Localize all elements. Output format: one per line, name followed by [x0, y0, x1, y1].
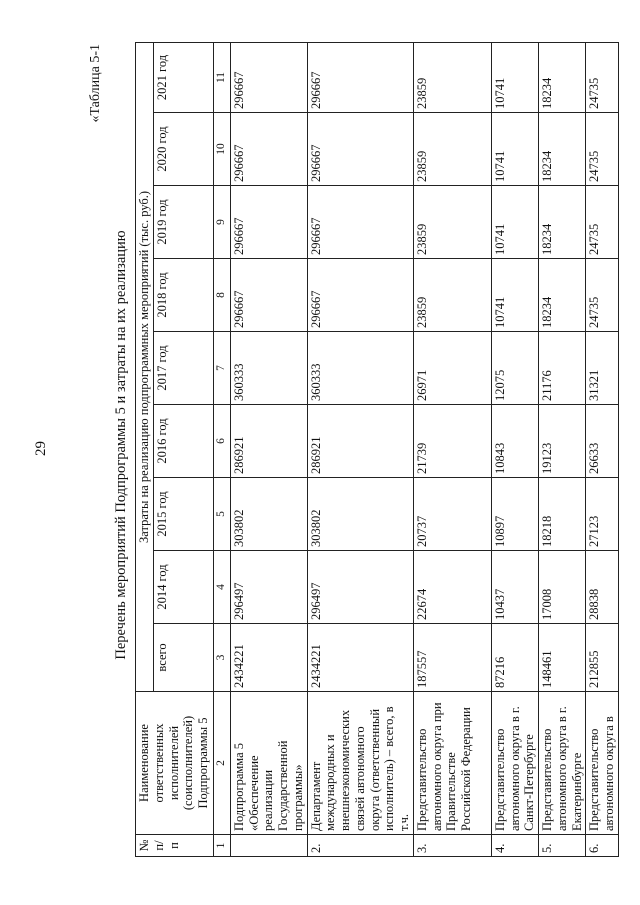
cell-year-value: 296667 [307, 259, 413, 332]
row-name: Представительство автономного округа в г. Санкт-Петербурге [491, 692, 538, 835]
column-number: 11 [213, 42, 230, 112]
row-number: 3. [413, 835, 491, 857]
row-number: 2. [307, 835, 413, 857]
row-number: 6. [586, 835, 619, 857]
cell-total: 187557 [413, 624, 491, 692]
cell-year-value: 27123 [586, 478, 619, 551]
cell-year-value: 18218 [539, 478, 586, 551]
cell-year-value: 10437 [491, 551, 538, 624]
cell-year-value: 10741 [491, 186, 538, 259]
column-numbers-row [213, 42, 230, 856]
cell-total: 2434221 [307, 624, 413, 692]
header-year: 2014 год [153, 551, 213, 624]
cell-year-value: 24735 [586, 259, 619, 332]
column-number: 6 [213, 405, 230, 478]
table-row [307, 42, 413, 856]
cell-year-value: 360333 [230, 332, 307, 405]
header-year: 2020 год [153, 113, 213, 186]
header-number: № п/п [136, 835, 214, 857]
cell-year-value: 296667 [230, 113, 307, 186]
cell-year-value: 24735 [586, 42, 619, 112]
cell-year-value: 24735 [586, 186, 619, 259]
table-row [491, 42, 538, 856]
header-costs: Затраты на реализацию подпрограммных мероприятий (тыс. руб.) [136, 42, 154, 691]
header-year: 2018 год [153, 259, 213, 332]
cell-year-value: 23859 [413, 42, 491, 112]
cell-total: 87216 [491, 624, 538, 692]
cell-year-value: 21739 [413, 405, 491, 478]
cell-year-value: 23859 [413, 113, 491, 186]
cell-year-value: 23859 [413, 259, 491, 332]
header-year: 2015 год [153, 478, 213, 551]
costs-table [135, 42, 619, 857]
table-row [539, 42, 586, 856]
column-number: 10 [213, 113, 230, 186]
cell-year-value: 360333 [307, 332, 413, 405]
cell-year-value: 296667 [230, 42, 307, 112]
cell-year-value: 31321 [586, 332, 619, 405]
cell-year-value: 10741 [491, 259, 538, 332]
table-label: «Таблица 5-1 [88, 44, 103, 123]
column-number: 5 [213, 478, 230, 551]
row-name: Представительство автономного округа в [586, 692, 619, 835]
cell-year-value: 10843 [491, 405, 538, 478]
header-total: всего [153, 624, 213, 692]
row-number: 4. [491, 835, 538, 857]
cell-year-value: 17008 [539, 551, 586, 624]
cell-year-value: 303802 [307, 478, 413, 551]
row-name: Представительство автономного округа в г. Екатеринбурге [539, 692, 586, 835]
column-number: 8 [213, 259, 230, 332]
cell-year-value: 303802 [230, 478, 307, 551]
header-year: 2021 год [153, 42, 213, 112]
cell-year-value: 18234 [539, 259, 586, 332]
cell-year-value: 10741 [491, 113, 538, 186]
cell-year-value: 10741 [491, 42, 538, 112]
table-row [413, 42, 491, 856]
page-number: 29 [33, 441, 49, 456]
document-title: Перечень мероприятий Подпрограммы 5 и затраты на их реализацию [113, 230, 129, 660]
cell-total: 2434221 [230, 624, 307, 692]
row-number [230, 835, 307, 857]
column-number: 2 [213, 692, 230, 835]
cell-year-value: 26633 [586, 405, 619, 478]
cell-year-value: 296667 [307, 113, 413, 186]
table-row [586, 42, 619, 856]
cell-year-value: 18234 [539, 186, 586, 259]
cell-year-value: 296497 [230, 551, 307, 624]
cell-year-value: 296497 [307, 551, 413, 624]
cell-year-value: 296667 [230, 186, 307, 259]
row-name: Подпрограмма 5 «Обеспечение реализации Государственной программы» [230, 692, 307, 835]
cell-year-value: 18234 [539, 113, 586, 186]
header-name: Наименование ответственных исполнителей (соисполнителей) Подпрограммы 5 [136, 692, 214, 835]
cell-year-value: 22674 [413, 551, 491, 624]
row-name: Представительство автономного округа при Правительстве Российской Федерации [413, 692, 491, 835]
cell-total: 148461 [539, 624, 586, 692]
table-row [230, 42, 307, 856]
cell-year-value: 28838 [586, 551, 619, 624]
cell-year-value: 18234 [539, 42, 586, 112]
header-year: 2017 год [153, 332, 213, 405]
header-year: 2016 год [153, 405, 213, 478]
cell-year-value: 296667 [307, 42, 413, 112]
column-number: 9 [213, 186, 230, 259]
cell-year-value: 21176 [539, 332, 586, 405]
cell-year-value: 26971 [413, 332, 491, 405]
cell-year-value: 19123 [539, 405, 586, 478]
cell-year-value: 286921 [307, 405, 413, 478]
cell-year-value: 23859 [413, 186, 491, 259]
row-name: Департамент международных и внешнеэкономических связей автономного округа (ответственный исполнитель) – всего, в т.ч. [307, 692, 413, 835]
column-number: 4 [213, 551, 230, 624]
cell-year-value: 24735 [586, 113, 619, 186]
cell-year-value: 10897 [491, 478, 538, 551]
table-body [230, 42, 618, 856]
row-number: 5. [539, 835, 586, 857]
column-number: 1 [213, 835, 230, 857]
cell-year-value: 20737 [413, 478, 491, 551]
cell-total: 212855 [586, 624, 619, 692]
header-year: 2019 год [153, 186, 213, 259]
column-number: 7 [213, 332, 230, 405]
cell-year-value: 296667 [230, 259, 307, 332]
cell-year-value: 12075 [491, 332, 538, 405]
cell-year-value: 286921 [230, 405, 307, 478]
cell-year-value: 296667 [307, 186, 413, 259]
column-number: 3 [213, 624, 230, 692]
